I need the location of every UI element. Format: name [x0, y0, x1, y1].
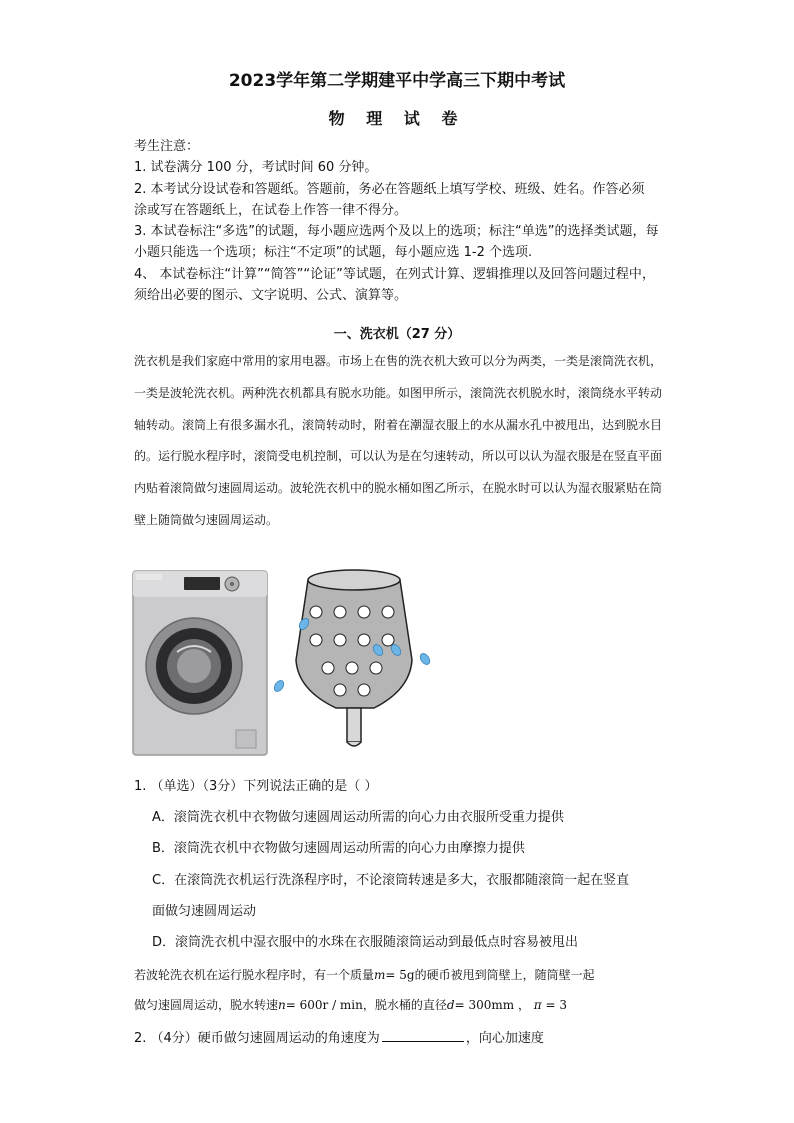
diameter-symbol: d — [446, 998, 455, 1012]
section-title: 一、洗衣机（27 分） — [333, 327, 461, 342]
option-b: B．滚筒洗衣机中衣物做匀速圆周运动所需的向心力由摩擦力提供 — [152, 841, 525, 856]
diameter-value: = 300mm — [454, 998, 515, 1012]
note-item: 4、 本试卷标注“计算”“简答”“论证”等试题，在列式计算、逻辑推理以及回答问题过程中，须给出必要的图示、文字说明、公式、演算等。 — [134, 266, 655, 304]
note-item: 1. 试卷满分 100 分，考试时间 60 分钟。 — [134, 160, 378, 176]
option-c-continued: 面做匀速圆周运动 — [152, 904, 257, 919]
mass-value: = 5g — [385, 968, 415, 982]
pi-symbol: π — [533, 998, 542, 1012]
candidate-notes — [134, 136, 660, 306]
speed-symbol: n — [278, 998, 286, 1012]
coin-scenario-line-1: 若波轮洗衣机在运行脱水程序时，有一个质量m= 5g的硬币被甩到筒壁上，随筒壁一起 — [134, 968, 595, 982]
option-c: C．在滚筒洗衣机运行洗涤程序时，不论滚筒转速是多大，衣服都随滚筒一起在竖直 — [152, 873, 630, 888]
option-a: A．滚筒洗衣机中衣物做匀速圆周运动所需的向心力由衣服所受重力提供 — [152, 810, 564, 825]
filter-cover — [236, 730, 256, 748]
speed-value: = 600r / min — [285, 998, 363, 1012]
note-item: 3. 本试卷标注“多选”的试题，每小题应选两个及以上的选项；标注“单选”的选择类试题，每小题只能选一个选项；标注“不定项”的试题，每小题应选 1-2 个选项. — [134, 224, 659, 261]
question-2-stem: 2. （4分）硬币做匀速圆周运动的角速度为 ，向心加速度 — [134, 1031, 544, 1046]
question-1-stem: 1. （单选）（3分）下列说法正确的是（ ） — [134, 779, 378, 794]
notes-heading: 考生注意： — [134, 139, 200, 154]
spin-shaft — [347, 708, 361, 742]
reading-passage: 洗衣机是我们家庭中常用的家用电器。市场上在售的洗衣机大致可以分为两类，一类是滚筒洗衣机，一类是波轮洗衣机。两种洗衣机都具有脱水功能。如图甲所示，滚筒洗衣机脱水时，滚筒绕水平转动轴转动。滚筒上有很多漏水孔，滚筒转动时，附着在潮湿衣服上的水从漏水孔中被甩出，达到脱水目的。运行脱水程序时，滚筒受电机控制，可以认为是在匀速转动，所以可以认为湿衣服是在竖直平面内贴着滚筒做匀速圆周运动。波轮洗衣机中的脱水桶如图乙所示，在脱水时可以认为湿衣服紧贴在筒壁上随筒做匀速圆周运动。 — [134, 354, 663, 527]
exam-title: 2023学年第二学期建平中学高三下期中考试 — [228, 71, 566, 91]
pi-value: = 3 — [541, 998, 567, 1012]
mass-symbol: m — [374, 968, 386, 982]
coin-scenario-line-2: 做匀速圆周运动，脱水转速n= 600r / min，脱水桶的直径d= 300mm ， π = 3 — [134, 998, 567, 1012]
spin-basket-figure — [270, 566, 440, 758]
paper-subtitle: 物 理 试 卷 — [328, 109, 466, 128]
answer-blank[interactable] — [382, 1029, 464, 1042]
basket-rim — [308, 570, 400, 590]
coin-scenario — [134, 960, 662, 1020]
front-load-washer-figure — [132, 570, 268, 756]
option-d: D．滚筒洗衣机中湿衣服中的水珠在衣服随滚筒运动到最低点时容易被甩出 — [152, 935, 579, 950]
display-panel — [184, 577, 220, 590]
detergent-drawer — [136, 574, 162, 580]
note-item: 2. 本考试分设试卷和答题纸。答题前，务必在答题纸上填写学校、班级、姓名。作答必须 涂或写在答题纸上，在试卷上作答一律不得分。 — [134, 181, 645, 218]
